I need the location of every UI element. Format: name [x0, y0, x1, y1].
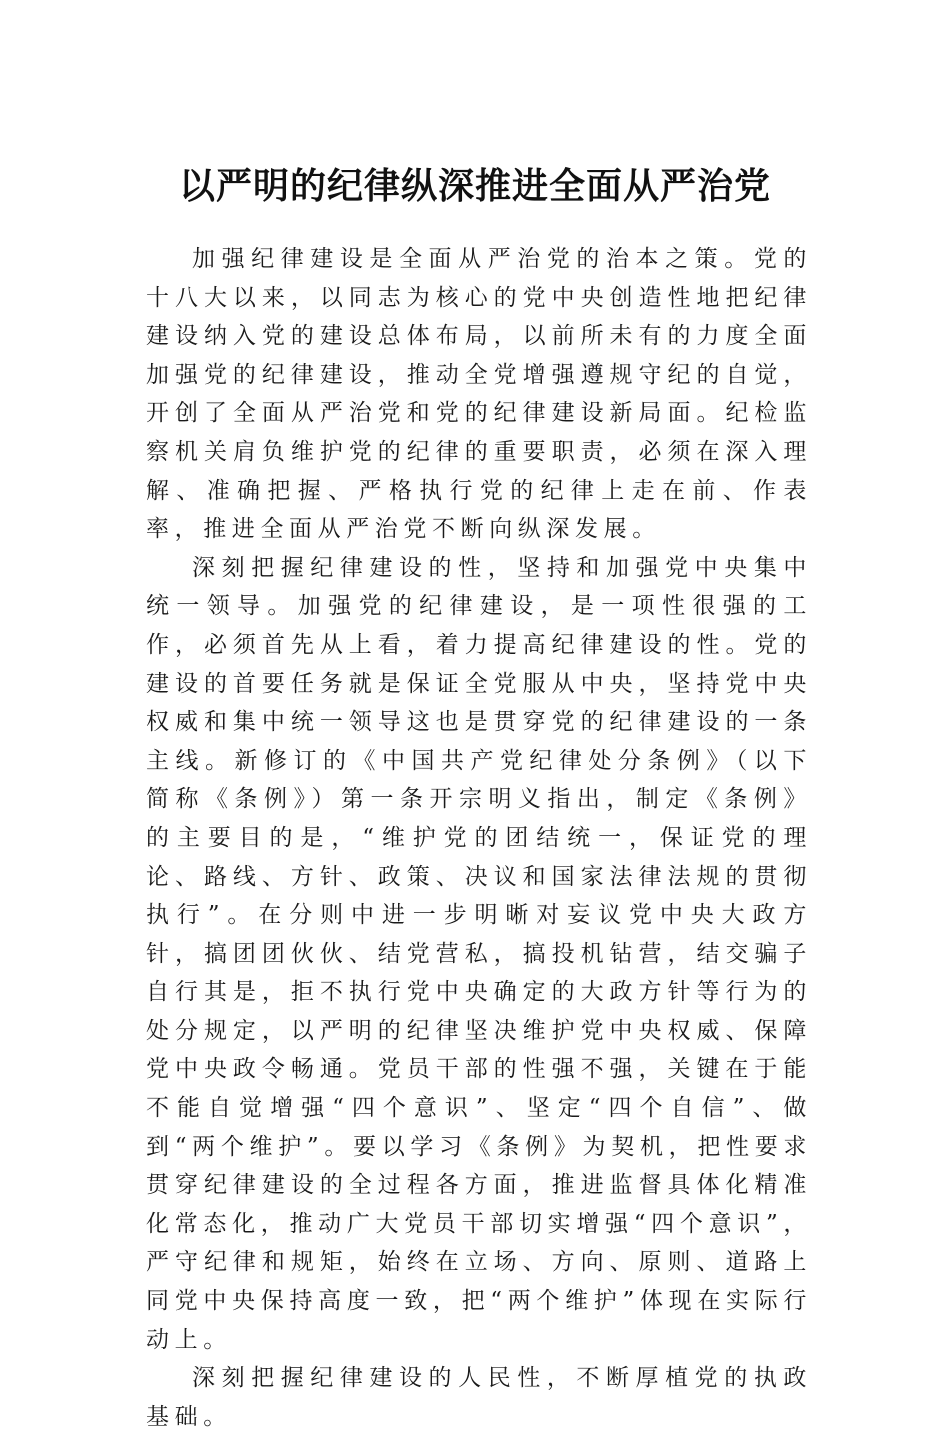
document-body — [146, 240, 812, 1436]
paragraph-1: 加强纪律建设是全面从严治党的治本之策。党的十八大以来，以同志为核心的党中央创造性地把纪律建设纳入党的建设总体布局，以前所未有的力度全面加强党的纪律建设，推动全党增强遵规守纪的自觉，开创了全面从严治党和党的纪律建设新局面。纪检监察机关肩负维护党的纪律的重要职责，必须在深入理解、准确把握、严格执行党的纪律上走在前、作表率，推进全面从严治党不断向纵深发展。 — [146, 246, 812, 543]
document-title: 以严明的纪律纵深推进全面从严治党 — [178, 165, 771, 207]
paragraph-3: 深刻把握纪律建设的人民性，不断厚植党的执政基础。 — [146, 1365, 812, 1430]
paragraph-2: 深刻把握纪律建设的性，坚持和加强党中央集中统一领导。加强党的纪律建设，是一项性很强的工作，必须首先从上看，着力提高纪律建设的性。党的建设的首要任务就是保证全党服从中央，坚持党中央权威和集中统一领导这也是贯穿党的纪律建设的一条主线。新修订的《中国共产党纪律处分条例》（以下简称《条例》）第一条开宗明义指出，制定《条例》的主要目的是，“维护党的团结统一，保证党的理论、路线、方针、政策、决议和国家法律法规的贯彻执行”。在分则中进一步明晰对妄议党中央大政方针，搞团团伙伙、结党营私，搞投机钻营，结交骗子自行其是，拒不执行党中央确定的大政方针等行为的处分规定，以严明的纪律坚决维护党中央权威、保障党中央政令畅通。党员干部的性强不强，关键在于能不能自觉增强“四个意识”、坚定“四个自信”、做到“两个维护”。要以学习《条例》为契机，把性要求贯穿纪律建设的全过程各方面，推进监督具体化精准化常态化，推动广大党员干部切实增强“四个意识”，严守纪律和规矩，始终在立场、方向、原则、道路上同党中央保持高度一致，把“两个维护”体现在实际行动上。 — [146, 554, 812, 1353]
